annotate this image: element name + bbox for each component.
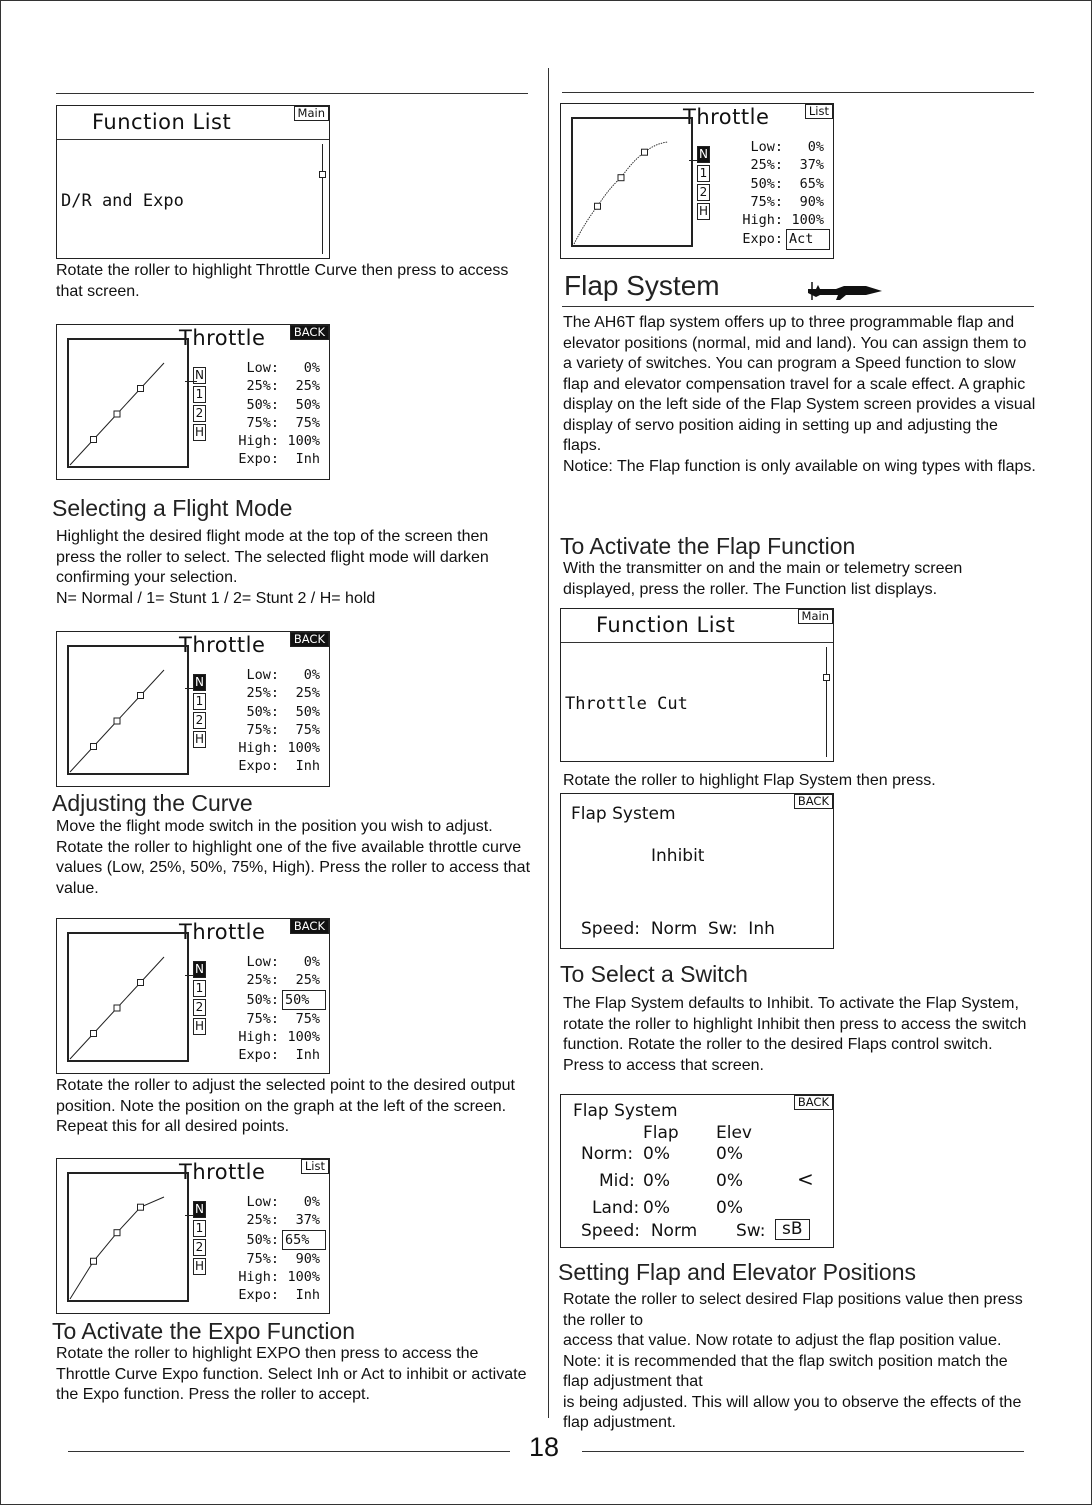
- section-heading: To Activate the Flap Function: [560, 533, 856, 559]
- page-number: 18: [528, 1432, 560, 1462]
- flight-mode-n[interactable]: N: [193, 367, 206, 384]
- value-low[interactable]: 0%: [807, 139, 824, 155]
- list-tag[interactable]: List: [805, 104, 833, 119]
- land-flap-value[interactable]: 0%: [643, 1198, 670, 1218]
- section-text: [563, 313, 1037, 477]
- throttle-curve-graph: [67, 932, 189, 1062]
- value-label: High:: [238, 1269, 279, 1286]
- instruction-text: Rotate the roller to highlight Throttle Curve then press to access that screen.: [56, 262, 509, 300]
- value-row-p50: [231, 396, 320, 414]
- value-row-p25: [231, 684, 320, 702]
- value-label: 50%:: [246, 703, 279, 720]
- section-text: [563, 1290, 1037, 1434]
- main-tag: Main: [294, 106, 329, 121]
- value-label: 75%:: [246, 721, 279, 738]
- section-text: Rotate the roller to highlight EXPO then press to access the Throttle Curve Expo function. Select Inh or Act to inhibit or activate the Expo function. Press the roller to accept.: [56, 1345, 527, 1403]
- value-p50[interactable]: 50%: [295, 703, 320, 720]
- scrollbar-thumb[interactable]: [823, 674, 830, 681]
- value-high[interactable]: 100%: [287, 1029, 320, 1046]
- value-p25[interactable]: 37%: [799, 157, 824, 174]
- value-p25[interactable]: 25%: [295, 378, 320, 395]
- value-expo[interactable]: Inh: [295, 1047, 320, 1064]
- curve-point: [114, 1005, 120, 1011]
- curve-point: [138, 693, 144, 699]
- value-label: Expo:: [238, 451, 279, 468]
- top-rule-right: [562, 92, 1034, 93]
- value-label: 50%:: [246, 991, 279, 1008]
- paragraph: Notice: The Flap function is only available on wing types with flaps.: [563, 457, 1036, 475]
- curve-point: [91, 1258, 97, 1264]
- flight-mode-h[interactable]: H: [194, 732, 205, 746]
- value-row-p25: [231, 971, 326, 989]
- value-row-expo: [231, 1286, 326, 1304]
- value-row-p75: [231, 721, 320, 739]
- function-list: [562, 648, 820, 762]
- value-row-p50: [231, 1230, 326, 1250]
- section-heading: Selecting a Flight Mode: [52, 495, 293, 521]
- top-rule-left: [56, 93, 528, 94]
- value-label: High:: [238, 433, 279, 450]
- value-row-p75: [231, 414, 320, 432]
- value-expo[interactable]: Inh: [295, 758, 320, 775]
- value-label: Expo:: [238, 758, 279, 775]
- curve-values: [231, 953, 326, 1065]
- value-label: 25%:: [246, 685, 279, 702]
- curve-values: [735, 138, 830, 250]
- flight-mode-h[interactable]: H: [194, 425, 205, 439]
- flight-mode-h[interactable]: H: [698, 204, 709, 218]
- list-item[interactable]: Throttle Cut: [565, 694, 688, 714]
- column-divider: [548, 68, 549, 1418]
- back-tag[interactable]: BACK: [794, 794, 833, 809]
- curve-point: [138, 980, 144, 986]
- flight-mode-1[interactable]: 1: [697, 165, 710, 182]
- value-low[interactable]: 0%: [303, 954, 320, 970]
- flight-mode-1[interactable]: 1: [193, 1220, 206, 1237]
- throttle-curve-graph: [67, 1172, 189, 1302]
- flight-mode-2[interactable]: 2: [697, 184, 710, 201]
- value-label: High:: [238, 1029, 279, 1046]
- section-heading: To Select a Switch: [560, 961, 748, 987]
- paragraph: N= Normal / 1= Stunt 1 / 2= Stunt 2 / H= hold: [56, 589, 376, 607]
- airplane-icon: [806, 278, 888, 304]
- section-text: [56, 1076, 530, 1138]
- value-label: Low:: [750, 139, 783, 155]
- flight-mode-1[interactable]: 1: [193, 693, 206, 710]
- value-row-high: [231, 739, 320, 757]
- screen-title: Throttle: [179, 326, 266, 350]
- curve-line: [574, 142, 668, 244]
- mid-flap-value[interactable]: 0%: [643, 1171, 670, 1191]
- value-label: Low:: [246, 667, 279, 683]
- throttle-screen: [56, 1158, 330, 1314]
- cursor-indicator: <: [797, 1167, 814, 1191]
- function-list-screen: [560, 608, 834, 762]
- value-label: 50%:: [246, 396, 279, 413]
- value-row-low: [231, 953, 326, 971]
- value-low[interactable]: 0%: [303, 360, 320, 376]
- value-row-high: [231, 1028, 326, 1046]
- screen-title: Throttle: [683, 105, 770, 129]
- scrollbar[interactable]: [322, 144, 323, 254]
- throttle-screen: [56, 631, 330, 787]
- land-elev-value[interactable]: 0%: [716, 1198, 743, 1218]
- screen-title: Flap System: [573, 1101, 678, 1121]
- value-label: 25%:: [246, 972, 279, 989]
- flight-mode-n[interactable]: N: [193, 674, 206, 691]
- list-item[interactable]: [562, 761, 820, 763]
- value-row-high: [231, 432, 320, 450]
- section-text: The Flap System defaults to Inhibit. To activate the Flap System, rotate the roller to highlight Inhibit then press to access the switch function. Rotate the roller to the desired Flaps control switch. Press to access that screen.: [563, 995, 1027, 1074]
- mid-label: Mid:: [599, 1171, 635, 1191]
- flight-mode-2[interactable]: 2: [193, 405, 206, 422]
- throttle-curve-graph: [67, 645, 189, 775]
- curve-point: [91, 437, 97, 443]
- value-high[interactable]: 100%: [791, 212, 824, 229]
- section-heading: Adjusting the Curve: [52, 790, 253, 816]
- flight-mode-2[interactable]: 2: [193, 999, 206, 1016]
- value-p75[interactable]: 75%: [295, 1010, 320, 1027]
- value-p25[interactable]: 37%: [295, 1212, 320, 1229]
- value-label: 25%:: [246, 378, 279, 395]
- value-label: Expo:: [238, 1047, 279, 1064]
- value-row-expo: [231, 757, 320, 775]
- curve-line: [70, 1197, 164, 1299]
- value-row-expo: [231, 450, 320, 468]
- value-label: 25%:: [750, 157, 783, 174]
- flight-mode-selector: [193, 367, 206, 443]
- function-list-screen: [56, 105, 330, 259]
- flap-system-heading: Flap System: [564, 270, 720, 301]
- switch-label: Sw:: [736, 1221, 766, 1241]
- value-row-p50: [735, 175, 830, 193]
- value-label: High:: [238, 740, 279, 757]
- curve-point: [618, 175, 624, 181]
- norm-flap-value[interactable]: 0%: [643, 1144, 670, 1164]
- elev-column-header: Elev: [716, 1123, 752, 1143]
- value-row-p50: [231, 703, 320, 721]
- paragraph: Rotate the roller to adjust the selected point to the desired output position. Note the position on the graph at the left of the screen.: [56, 1077, 515, 1115]
- value-p25[interactable]: 25%: [295, 685, 320, 702]
- value-expo[interactable]: Inh: [295, 1287, 320, 1304]
- value-label: 25%:: [246, 1212, 279, 1229]
- flight-mode-2[interactable]: 2: [193, 712, 206, 729]
- back-tag[interactable]: BACK: [290, 919, 329, 934]
- value-p50[interactable]: 65%: [799, 175, 824, 192]
- curve-point: [138, 386, 144, 392]
- curve-point: [91, 1031, 97, 1037]
- value-row-expo: [735, 229, 830, 249]
- speed-line: Speed: Norm: [581, 1221, 698, 1241]
- value-row-p75: [735, 193, 830, 211]
- value-label: 75%:: [246, 414, 279, 431]
- scrollbar-thumb[interactable]: [319, 171, 326, 178]
- list-item[interactable]: [58, 258, 316, 260]
- value-p25[interactable]: 25%: [295, 972, 320, 989]
- screen-title: Function List: [92, 110, 232, 134]
- flight-mode-2[interactable]: 2: [193, 1239, 206, 1256]
- value-row-expo: [231, 1046, 326, 1064]
- value-low[interactable]: 0%: [303, 1194, 320, 1210]
- curve-values: [231, 666, 320, 776]
- switch-value[interactable]: sB: [775, 1219, 810, 1240]
- paragraph: access that value. Now rotate to adjust the flap position value. Note: it is recommended that the flap switch position match the flap adjustment that: [563, 1332, 1008, 1390]
- value-label: 75%:: [246, 1010, 279, 1027]
- curve-point: [642, 149, 648, 155]
- back-tag[interactable]: BACK: [290, 632, 329, 647]
- paragraph: Repeat this for all desired points.: [56, 1118, 290, 1135]
- value-p50[interactable]: 50%: [295, 396, 320, 413]
- flap-rule: [562, 306, 1034, 307]
- value-label: 50%:: [246, 1231, 279, 1248]
- screen-title: Throttle: [179, 920, 266, 944]
- value-label: Low:: [246, 954, 279, 970]
- speed-line: Speed: Norm Sw: Inh: [581, 919, 775, 939]
- flight-mode-n[interactable]: N: [697, 146, 710, 163]
- value-p50[interactable]: 65%: [282, 1230, 326, 1250]
- list-tag[interactable]: List: [301, 1159, 329, 1174]
- value-p75[interactable]: 75%: [295, 414, 320, 431]
- flap-column-header: Flap: [643, 1123, 679, 1143]
- land-label: Land:: [592, 1198, 640, 1218]
- value-row-p25: [231, 1211, 326, 1229]
- value-row-low: [735, 138, 830, 156]
- screen-title: Throttle: [179, 1160, 266, 1184]
- flap-positions-screen: [560, 1094, 834, 1248]
- curve-point: [595, 203, 601, 209]
- back-tag[interactable]: BACK: [794, 1095, 833, 1110]
- value-label: 50%:: [750, 175, 783, 192]
- curve-values: [231, 1193, 326, 1305]
- throttle-curve-graph: [67, 338, 189, 468]
- value-label: 75%:: [750, 193, 783, 210]
- flight-mode-selector: [193, 961, 206, 1037]
- screen-title: Function List: [596, 613, 736, 637]
- curve-point: [114, 1230, 120, 1236]
- list-item[interactable]: D/R and Expo: [61, 191, 184, 211]
- paragraph: Highlight the desired flight mode at the top of the screen then press the roller to select. The selected flight mode will darken confirming your selection.: [56, 528, 489, 586]
- value-p75[interactable]: 90%: [799, 193, 824, 210]
- scrollbar[interactable]: [826, 647, 827, 757]
- inhibit-status[interactable]: Inhibit: [651, 846, 705, 866]
- paragraph: The AH6T flap system offers up to three programmable flap and elevator positions (normal, mid and land). You can assign them to a variety of switches. You can program a Speed function to slow flap and elevator compensation travel for a scale effect. A graphic display on the left side of the Flap System screen provides a visual display of servo position aiding in setting up and adjusting the flaps.: [563, 314, 1036, 454]
- paragraph: is being adjusted. This will allow you to observe the effects of the flap adjustment.: [563, 1393, 1022, 1431]
- curve-point: [91, 744, 97, 750]
- value-label: Low:: [246, 360, 279, 376]
- footer-rule-left: [68, 1451, 510, 1452]
- value-row-high: [231, 1268, 326, 1286]
- throttle-screen: [56, 918, 330, 1074]
- value-label: High:: [742, 212, 783, 229]
- title-rule: [561, 642, 833, 643]
- value-row-low: [231, 1193, 326, 1211]
- value-expo[interactable]: Act: [786, 229, 830, 249]
- value-expo[interactable]: Inh: [295, 451, 320, 468]
- value-row-p50: [231, 990, 326, 1010]
- flight-mode-h[interactable]: H: [194, 1019, 205, 1033]
- main-tag: Main: [798, 609, 833, 624]
- graph-frame: [573, 119, 692, 246]
- flight-mode-n[interactable]: N: [193, 961, 206, 978]
- value-row-p75: [231, 1010, 326, 1028]
- value-p75[interactable]: 90%: [295, 1250, 320, 1267]
- value-high[interactable]: 100%: [287, 740, 320, 757]
- value-label: Expo:: [742, 231, 783, 248]
- screen-title: Flap System: [571, 804, 676, 824]
- throttle-screen: [56, 324, 330, 480]
- flight-mode-selector: [697, 146, 710, 222]
- curve-point: [114, 411, 120, 417]
- value-p50[interactable]: 50%: [282, 990, 326, 1010]
- value-row-low: [231, 666, 320, 684]
- value-high[interactable]: 100%: [287, 433, 320, 450]
- flight-mode-n[interactable]: N: [193, 1201, 206, 1218]
- value-high[interactable]: 100%: [287, 1269, 320, 1286]
- throttle-screen: [560, 103, 834, 259]
- flight-mode-selector: [193, 1201, 206, 1277]
- graph-frame: [69, 1174, 188, 1301]
- flight-mode-1[interactable]: 1: [193, 386, 206, 403]
- norm-label: Norm:: [581, 1144, 634, 1164]
- value-row-high: [735, 211, 830, 229]
- section-heading: Setting Flap and Elevator Positions: [558, 1259, 916, 1285]
- curve-values: [231, 359, 320, 469]
- title-rule: [57, 139, 329, 140]
- screen-title: Throttle: [179, 633, 266, 657]
- section-text: Move the flight mode switch in the position you wish to adjust. Rotate the roller to highlight one of the five available throttle curve values (Low, 25%, 50%, 75%, High). Press the roller to access that value.: [56, 818, 531, 897]
- instruction-text: Rotate the roller to highlight Flap System then press.: [563, 772, 936, 789]
- flight-mode-selector: [193, 674, 206, 750]
- flight-mode-h[interactable]: H: [194, 1259, 205, 1273]
- section-text: With the transmitter on and the main or telemetry screen displayed, press the roller. The Function list displays.: [563, 560, 963, 598]
- back-tag[interactable]: BACK: [290, 325, 329, 340]
- norm-elev-value[interactable]: 0%: [716, 1144, 743, 1164]
- throttle-curve-graph: [571, 117, 693, 247]
- flap-system-screen: [560, 793, 834, 949]
- value-low[interactable]: 0%: [303, 667, 320, 683]
- curve-point: [114, 718, 120, 724]
- value-row-p25: [231, 377, 320, 395]
- footer-rule-right: [582, 1451, 1024, 1452]
- flight-mode-1[interactable]: 1: [193, 980, 206, 997]
- value-label: 75%:: [246, 1250, 279, 1267]
- mid-elev-value[interactable]: 0%: [716, 1171, 743, 1191]
- function-list: [58, 145, 316, 259]
- value-label: Expo:: [238, 1287, 279, 1304]
- value-row-p75: [231, 1250, 326, 1268]
- paragraph: Rotate the roller to select desired Flap positions value then press the roller to: [563, 1291, 1023, 1329]
- value-p75[interactable]: 75%: [295, 721, 320, 738]
- value-row-low: [231, 359, 320, 377]
- curve-point: [138, 1204, 144, 1210]
- section-heading: To Activate the Expo Function: [52, 1318, 356, 1344]
- value-row-p25: [735, 156, 830, 174]
- section-text: [56, 527, 530, 609]
- value-label: Low:: [246, 1194, 279, 1210]
